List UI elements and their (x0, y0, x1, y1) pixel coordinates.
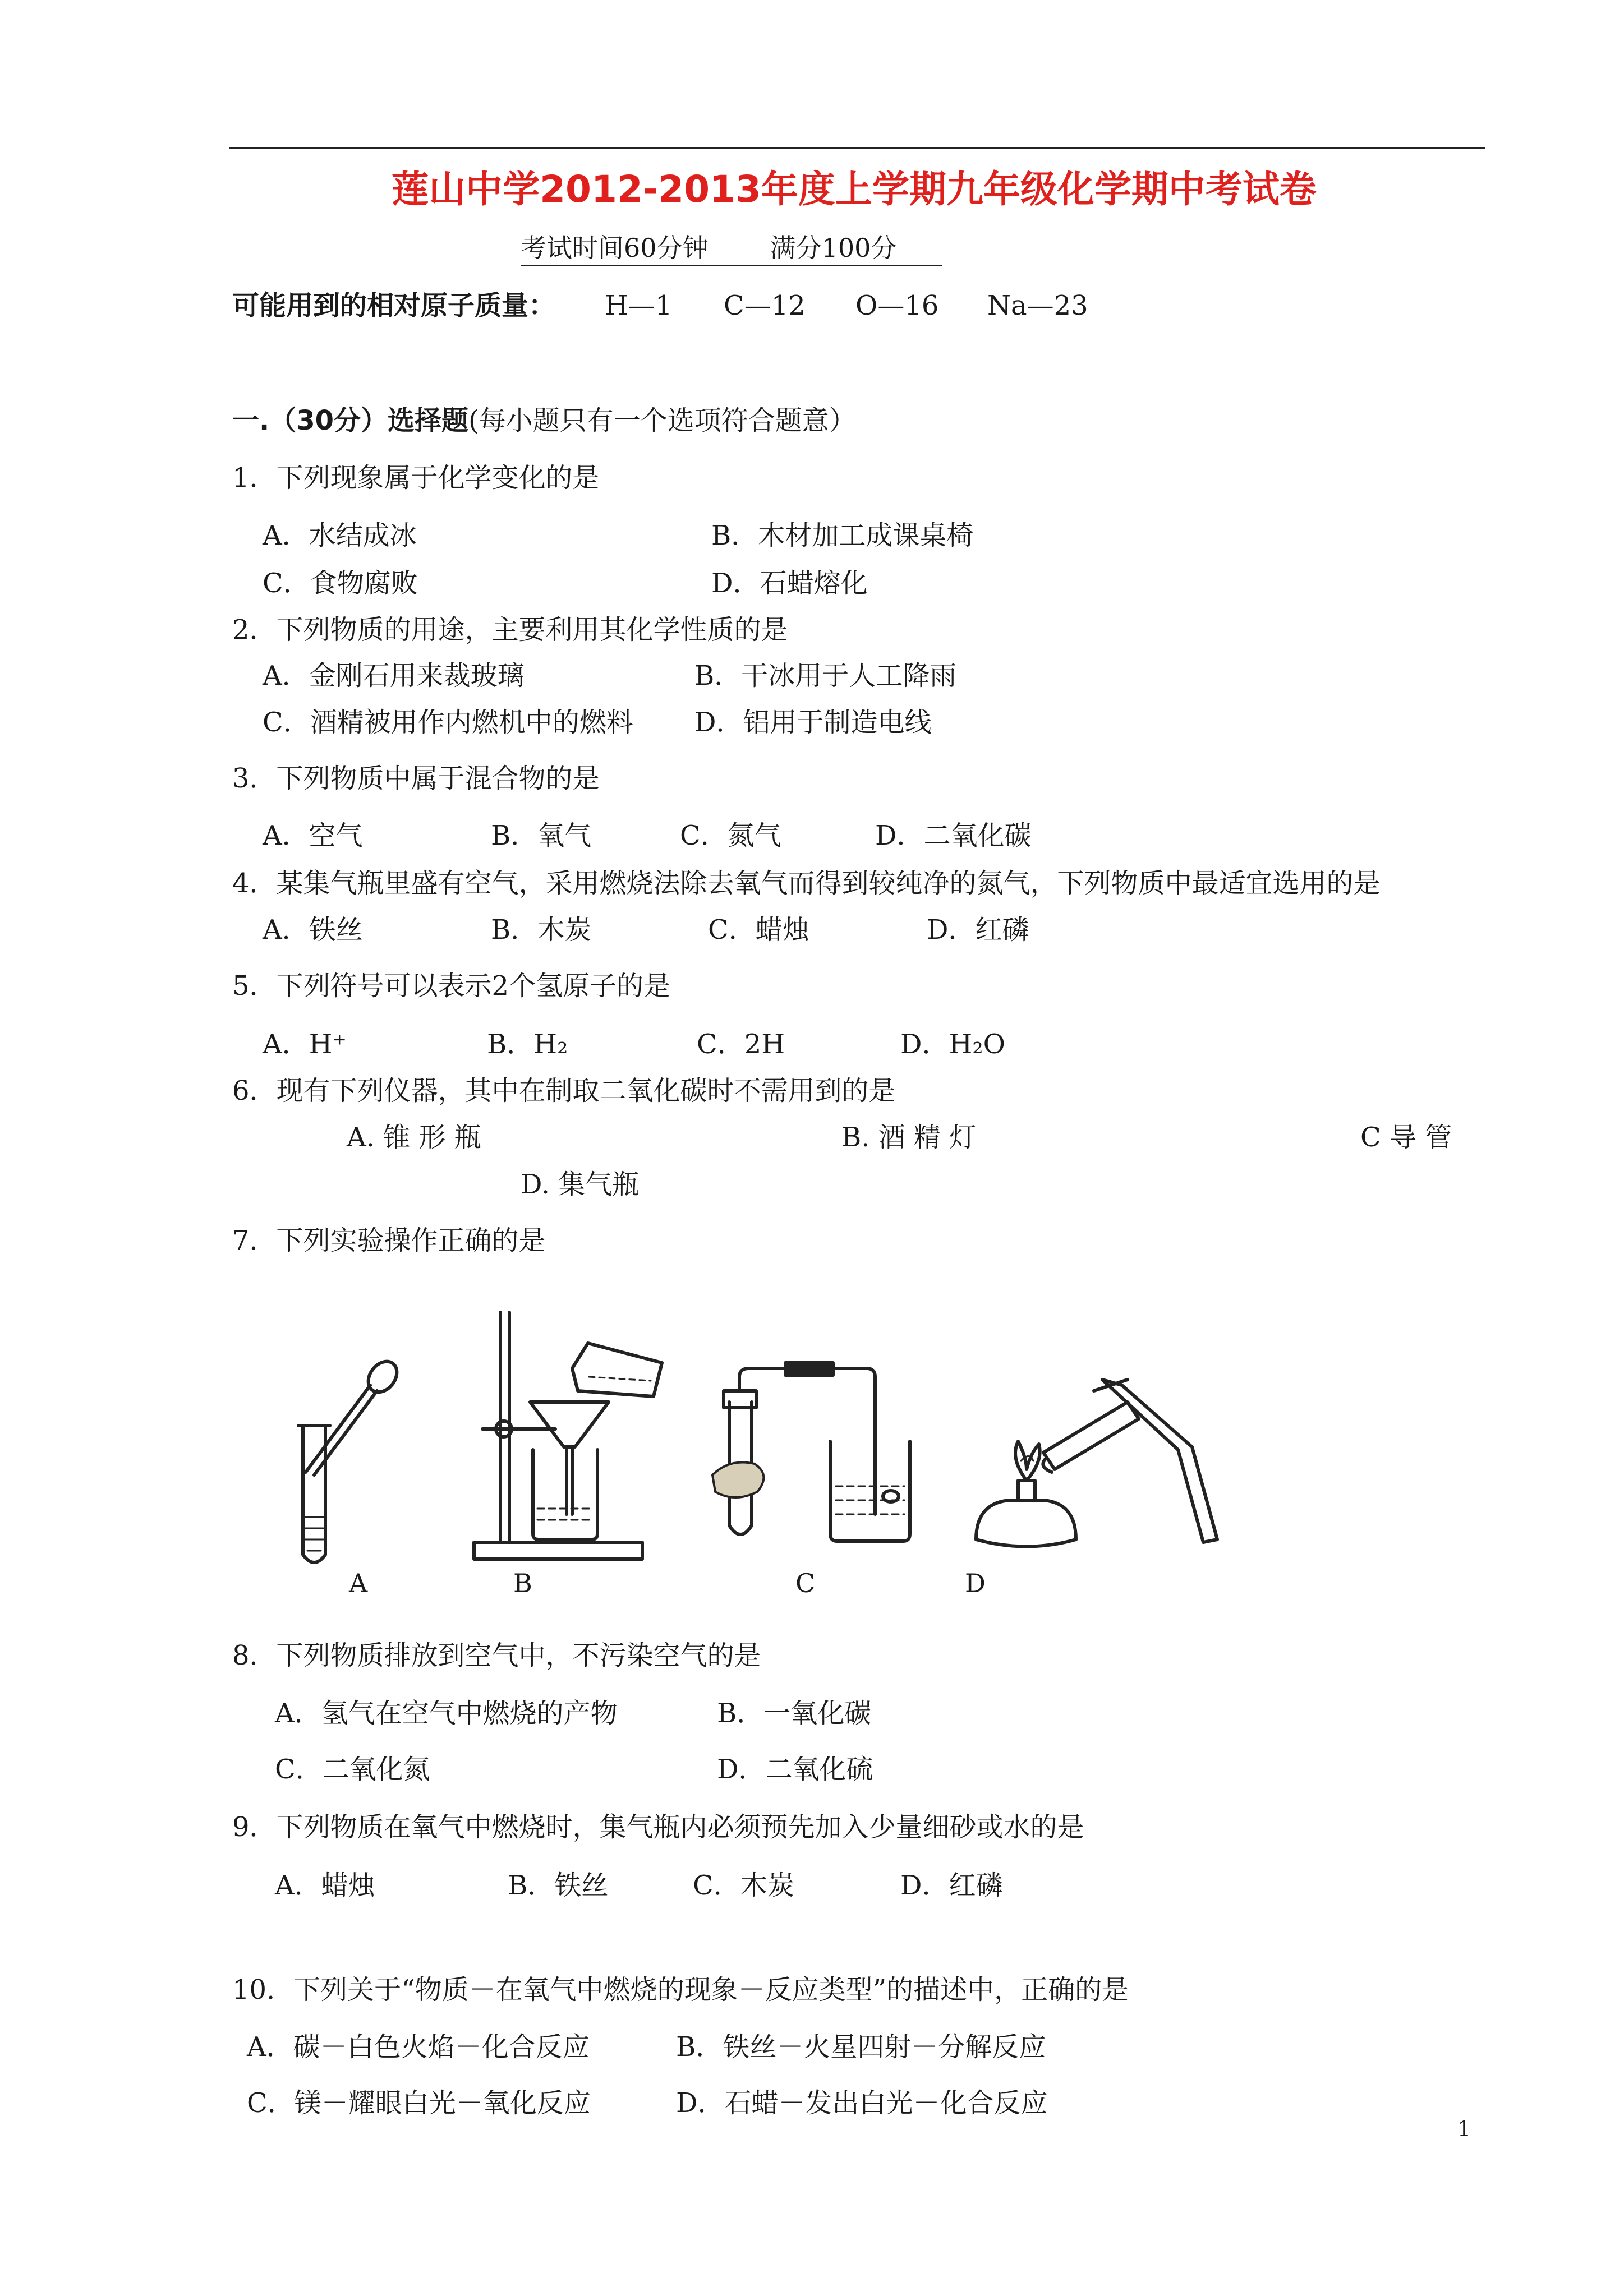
question-8-option-d: D．二氧化硫 (717, 1754, 873, 1785)
figure-label-b: B (513, 1568, 532, 1598)
figure-a-dropper-into-tube (298, 1356, 403, 1562)
question-1-stem: 1．下列现象属于化学变化的是 (232, 462, 600, 494)
question-6-stem: 6．现有下列仪器，其中在制取二氧化碳时不需用到的是 (232, 1075, 896, 1106)
question-3-option-a: A．空气 (263, 820, 363, 851)
section-heading-title: 一.（30分）选择题 (232, 405, 469, 436)
question-4-option-a: A．铁丝 (263, 914, 363, 946)
question-2-stem: 2．下列物质的用途，主要利用其化学性质的是 (232, 614, 788, 646)
question-5-stem: 5．下列符号可以表示2个氢原子的是 (232, 970, 671, 1002)
question-9-option-a: A．蜡烛 (275, 1870, 375, 1901)
question-2-option-d: D．铝用于制造电线 (694, 707, 932, 738)
atomic-mass-o: O—16 (855, 290, 939, 321)
page-number: 1 (1457, 2117, 1471, 2141)
atomic-mass-label: 可能用到的相对原子质量： (232, 290, 556, 321)
question-2-option-b: B．干冰用于人工降雨 (694, 660, 957, 691)
question-9-stem: 9．下列物质在氧气中燃烧时，集气瓶内必须预先加入少量细砂或水的是 (232, 1811, 1084, 1843)
question-2-option-a: A．金刚石用来裁玻璃 (263, 660, 525, 691)
question-6-option-c: C 导 管 (1360, 1122, 1452, 1153)
question-10-option-c: C．镁－耀眼白光－氧化反应 (247, 2087, 591, 2119)
question-5-option-c: C．2H (697, 1029, 785, 1060)
atomic-mass-c: C—12 (724, 290, 806, 321)
question-4-option-d: D．红磷 (927, 914, 1029, 946)
atomic-mass-h: H—1 (605, 290, 673, 321)
question-10-option-d: D．石蜡－发出白光－化合反应 (676, 2087, 1048, 2119)
section-heading-note: (每小题只有一个选项符合题意） (468, 405, 856, 436)
figure-b-filtration (474, 1312, 662, 1559)
figure-label-a: A (349, 1568, 368, 1598)
question-6-option-b: B. 酒 精 灯 (841, 1122, 977, 1153)
question-9-option-d: D．红磷 (900, 1870, 1003, 1901)
question-2-option-c: C．酒精被用作内燃机中的燃料 (263, 707, 633, 738)
exam-title: 莲山中学2012-2013年度上学期九年级化学期中考试卷 (392, 168, 1317, 211)
question-10-option-a: A．碳－白色火焰－化合反应 (247, 2031, 590, 2063)
question-8-stem: 8．下列物质排放到空气中，不污染空气的是 (232, 1640, 761, 1671)
question-5-option-b: B．H₂ (487, 1029, 568, 1060)
question-3-option-b: B．氧气 (491, 820, 592, 851)
question-10-stem: 10．下列关于“物质－在氧气中燃烧的现象－反应类型”的描述中，正确的是 (232, 1974, 1129, 2005)
question-3-stem: 3．下列物质中属于混合物的是 (232, 763, 600, 794)
question-3-option-d: D．二氧化碳 (875, 820, 1032, 851)
question-7-stem: 7．下列实验操作正确的是 (232, 1225, 546, 1256)
figure-c-airtight-check (712, 1363, 910, 1541)
question-1-option-c: C．食物腐败 (263, 568, 418, 599)
question-10-option-b: B．铁丝－火星四射－分解反应 (676, 2031, 1046, 2063)
figure-label-d: D (965, 1568, 986, 1598)
question-4-option-b: B．木炭 (491, 914, 592, 946)
atomic-mass-na: Na—23 (987, 290, 1088, 321)
question-5-option-a: A．H⁺ (263, 1029, 347, 1060)
question-1-option-d: D．石蜡熔化 (711, 568, 868, 599)
figure-label-c: C (795, 1568, 816, 1598)
question-4-option-c: C．蜡烛 (708, 914, 809, 946)
question-3-option-c: C．氮气 (680, 820, 781, 851)
question-5-option-d: D．H₂O (900, 1029, 1005, 1060)
question-1-option-a: A．水结成冰 (263, 520, 417, 551)
question-8-option-a: A．氢气在空气中燃烧的产物 (275, 1698, 618, 1729)
question-9-option-b: B．铁丝 (508, 1870, 609, 1901)
question-6-option-a: A. 锥 形 瓶 (347, 1122, 481, 1153)
figure-d-heating-tube (976, 1380, 1217, 1547)
exam-full-score: 满分100分 (770, 233, 897, 263)
question-6-option-d: D. 集气瓶 (521, 1169, 640, 1200)
exam-time: 考试时间60分钟 (521, 233, 709, 263)
question-1-option-b: B．木材加工成课桌椅 (711, 520, 974, 551)
question-4-stem: 4．某集气瓶里盛有空气，采用燃烧法除去氧气而得到较纯净的氮气，下列物质中最适宜选用的是 (232, 868, 1381, 899)
question-9-option-c: C．木炭 (693, 1870, 794, 1901)
question-8-option-c: C．二氧化氮 (275, 1754, 430, 1785)
question-8-option-b: B．一氧化碳 (717, 1698, 872, 1729)
